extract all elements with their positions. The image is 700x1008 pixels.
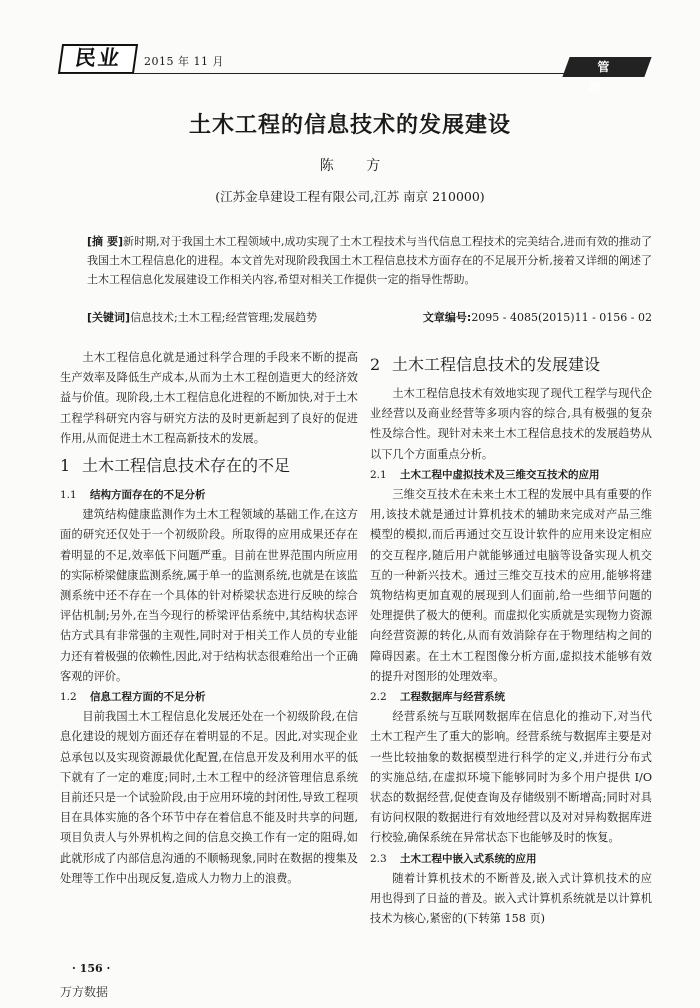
section-1-2-text: 目前我国土木工程信息化发展还处在一个初级阶段,在信息化建设的规划方面还存在着明显的不足。因此,对实现企业总承包以及实现资源最优化配置,在信息开发及利用水平的低下就有了一定的难度;同时,土木工程中的经济管理信息系统目前还只是一个试验阶段,由于应用环境的封闭性,导致工程项目在具体实施的各个环节中存在着信息不能及时共享的问题,项目负责人与外界机构之间的信息交换工作有一定的阻碍,如此就形成了内部信息沟通的不顺畅现象,同时在数据的搜集及处理等工作中出现反复,造成人力物力上的浪费。 (60, 710, 358, 885)
article-title: 土木工程的信息技术的发展建设 (188, 113, 511, 138)
keywords-label: [关键词] (87, 311, 131, 324)
article-number (423, 309, 652, 325)
author-name: 陈 方 (319, 158, 395, 174)
section-1-1-text: 建筑结构健康监测作为土木工程领域的基础工作,在这方面的研究还仅处于一个初级阶段。所取得的应用成果还存在着明显的不足,效率低下问题严重。目前在世界范围内所应用的实际桥梁健康监测系统,属于单一的监测系统,也就是在该监测系统中还不存在一个具体的针对桥梁状态进行反映的综合评估机制;另外,在当今现行的桥梁评估系统中,其结构状态评估方式具有非常强的主观性,同时对于相关工作人员的专业能力还有着极强的依赖性,因此,对于结构状态很难给出一个正确客观的评价。 (60, 508, 358, 683)
section-2-number: 2 (370, 355, 381, 374)
author-affiliation: (江苏金阜建设工程有限公司,江苏 南京 210000) (215, 189, 485, 204)
section-2-2-number: 2.2 (370, 691, 387, 704)
section-2-heading (370, 354, 652, 376)
section-1-heading (60, 455, 358, 477)
section-2-title: 土木工程信息技术的发展建设 (392, 355, 601, 374)
section-tab (562, 57, 651, 94)
journal-header (0, 0, 700, 94)
keywords-row (87, 309, 652, 325)
section-2-1-text: 三维交互技术在未来土木工程的发展中具有重要的作用,该技术就是通过计算机技术的辅助来完成对产品三维模型的模拟,而后再通过交互设计软件的应用来设定相应的交互程序,随后用户就能够通过电脑等设备实现人机交互的一种新兴技术。通过三维交互技术的应用,能够将建筑物结构更加直观的展现到人们面前,给一些细节问题的处理提供了极大的便利。而虚拟化实质就是实现物力资源向经营资源的转化,从而有效消除存在于物理结构之间的障碍因素。在土木工程图像分析方面,虚拟技术能够有效的提升对图形的处理效率。 (370, 488, 652, 683)
section-label: 管 理 (588, 60, 628, 94)
section-1-number: 1 (60, 456, 71, 476)
section-2-3-title: 土木工程中嵌入式系统的应用 (400, 852, 537, 865)
article-number-value: 2095 - 4085(2015)11 - 0156 - 02 (471, 311, 652, 324)
abstract (87, 232, 652, 289)
article-number-label: 文章编号: (422, 311, 472, 324)
section-1-title: 土木工程信息技术存在的不足 (82, 456, 291, 476)
watermark: 万方数据 (60, 985, 109, 999)
section-1-2-heading (60, 687, 358, 707)
abstract-text: 新时期,对于我国土木工程领域中,成功实现了土木工程技术与当代信息工程技术的完美结合,进而有效的推动了我国土木工程信息化的进程。本文首先对现阶段我国土木工程信息技术方面存在的不足展开分析,接着又详细的阐述了土木工程信息化发展建设工作相关内容,希望对相关工作提供一定的指导性帮助。 (87, 235, 652, 286)
section-2-intro: 土木工程信息技术有效地实现了现代工程学与现代企业经营以及商业经营等多项内容的综合,具有极强的复杂性及综合性。现针对未来土木工程信息技术的发展趋势从以下几个方面重点分析。 (370, 387, 652, 461)
section-2-1-number: 2.1 (370, 468, 387, 481)
section-2-1-title: 土木工程中虚拟技术及三维交互技术的应用 (400, 468, 600, 481)
section-2-2-heading (370, 687, 652, 707)
intro-paragraph: 土木工程信息化就是通过科学合理的手段来不断的提高生产效率及降低生产成本,从而为土木工程创造更大的经济效益与价值。现阶段,土木工程信息化进程的不断加快,对于土木工程学科研究内容与研究方法的及时更新起到了良好的促进作用,从而促进土木工程高新技术的发展。 (60, 351, 358, 445)
section-2-2-title: 工程数据库与经营系统 (400, 691, 505, 704)
keywords-text: 信息技术;土木工程;经营管理;发展趋势 (130, 311, 318, 324)
section-1-1-heading (60, 485, 358, 505)
section-1-1-title: 结构方面存在的不足分析 (90, 489, 206, 502)
abstract-label: [摘 要] (87, 235, 124, 248)
section-2-3-number: 2.3 (370, 852, 387, 865)
section-2-3-text: 随着计算机技术的不断普及,嵌入式计算机技术的应用也得到了日益的普及。嵌入式计算机系统就是以计算机技术为核心,紧密的(下转第 158 页) (370, 871, 652, 926)
section-2-2-text: 经营系统与互联网数据库在信息化的推动下,对当代土木工程产生了重大的影响。经营系统与数据库主要是对一些比较抽象的数据模型进行科学的定义,并进行分布式的实施总结,在虚拟环境下能够同时为多个用户提供 I/O 状态的数据经营,促使查询及存储级别不断增高;同时对具有访问权限的数据进行有效地经营以及对对异构数据库进行校验,确保系统在异常状态下也能够及时的恢复。 (370, 710, 652, 845)
right-column (370, 348, 652, 929)
section-2-1-heading (370, 465, 652, 485)
left-column (60, 348, 358, 889)
header-rule (60, 73, 575, 74)
page-number: · 156 · (72, 962, 111, 975)
issue-date: 2015 年 11 月 (144, 55, 224, 68)
section-1-1-number: 1.1 (60, 489, 77, 502)
section-2-3-heading (370, 849, 652, 869)
section-1-2-number: 1.2 (60, 691, 77, 704)
journal-logo: 民业 (58, 44, 138, 74)
section-1-2-title: 信息工程方面的不足分析 (90, 691, 206, 704)
